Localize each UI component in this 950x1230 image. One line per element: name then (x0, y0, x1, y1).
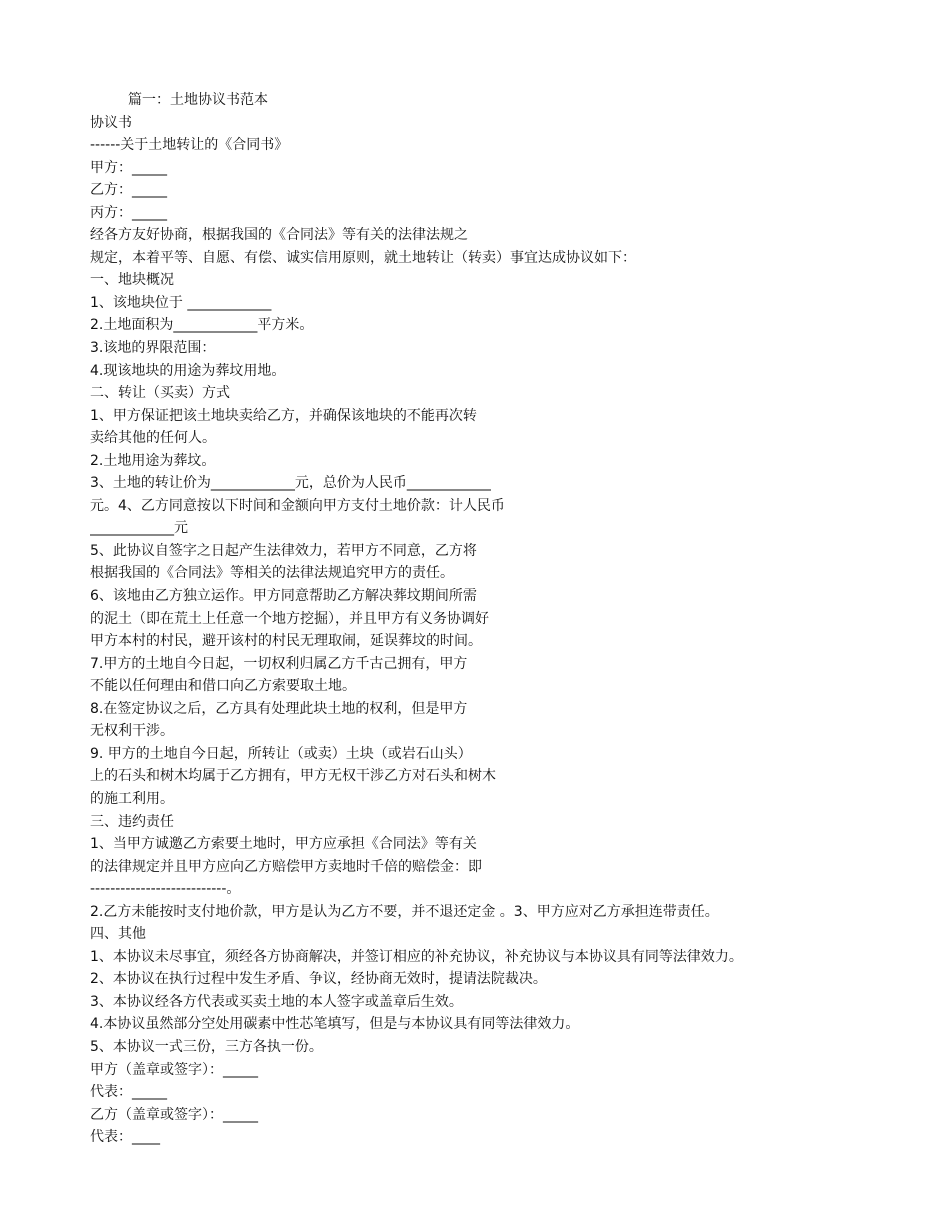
document-line: 乙方：_____ (90, 182, 167, 199)
document-line: 一、地块概况 (90, 272, 174, 289)
document-line: 甲方本村的村民，避开该村的村民无理取闹，延误葬坟的时间。 (90, 633, 482, 650)
document-line: 5、本协议一式三份，三方各执一份。 (90, 1038, 323, 1055)
document-line: 三、违约责任 (90, 813, 174, 830)
document-line: 规定，本着平等、自愿、有偿、诚实信用原则，就土地转让（转卖）事宜达成协议如下： (90, 249, 636, 266)
document-line: 的施工利用。 (90, 790, 174, 807)
document-line: 的泥土（即在荒土上任意一个地方挖掘），并且甲方有义务协调好 (90, 610, 489, 627)
document-line: 4.现该地块的用途为葬坟用地。 (90, 362, 286, 379)
document-line: 2.土地面积为____________平方米。 (90, 317, 314, 334)
document-line: 5、此协议自签字之日起产生法律效力，若甲方不同意，乙方将 (90, 542, 477, 559)
document-line: 4.本协议虽然部分空处用碳素中性芯笔填写，但是与本协议具有同等法律效力。 (90, 1016, 580, 1033)
document-line: 二、转让（买卖）方式 (90, 385, 230, 402)
document-line: 卖给其他的任何人。 (90, 430, 216, 447)
document-line: 3、土地的转让价为____________元，总价为人民币____________ (90, 475, 491, 492)
document-line: 2、本协议在执行过程中发生矛盾、争议，经协商无效时，提请法院裁决。 (90, 971, 547, 988)
document-line: 1、该地块位于 ____________ (90, 294, 272, 311)
document-line: 3、本协议经各方代表或买卖土地的本人签字或盖章后生效。 (90, 993, 463, 1010)
document-line: 6、该地由乙方独立运作。甲方同意帮助乙方解决葬坟期间所需 (90, 588, 477, 605)
document-line: 2.土地用途为葬坟。 (90, 452, 216, 469)
document-line: 经各方友好协商，根据我国的《合同法》等有关的法律法规之 (90, 227, 468, 244)
document-line: 元。4、乙方同意按以下时间和金额向甲方支付土地价款：计人民币 (90, 497, 505, 514)
document-line: ---------------------------。 (90, 881, 241, 898)
document-line: 甲方：_____ (90, 159, 167, 176)
document-line: 8.在签定协议之后，乙方具有处理此块土地的权利，但是甲方 (90, 700, 468, 717)
document-line: 代表：____ (90, 1129, 160, 1146)
document-line: ____________元 (90, 520, 188, 537)
document-line: 1、本协议未尽事宜，须经各方协商解决，并签订相应的补充协议，补充协议与本协议具有同等法律效力。 (90, 948, 743, 965)
document-line: 乙方（盖章或签字）：_____ (90, 1106, 258, 1123)
document-line: 丙方：_____ (90, 204, 167, 221)
document-line: 1、当甲方诚邀乙方索要土地时，甲方应承担《合同法》等有关 (90, 836, 477, 853)
document-line: 协议书 (90, 114, 132, 131)
document-line: 四、其他 (90, 926, 146, 943)
document-body (90, 89, 930, 1149)
document-line: 根据我国的《合同法》等相关的法律法规追究甲方的责任。 (90, 565, 454, 582)
document-line: 甲方（盖章或签字）：_____ (90, 1061, 258, 1078)
document-line: 3.该地的界限范围： (90, 340, 216, 357)
document-line: 上的石头和树木均属于乙方拥有，甲方无权干涉乙方对石头和树木 (90, 768, 496, 785)
document-line: 2.乙方未能按时支付地价款，甲方是认为乙方不要，并不退还定金 。3、甲方应对乙方承担连带责任。 (90, 903, 719, 920)
document-title: 篇一：土地协议书范本 (128, 92, 268, 108)
document-line: ------关于土地转让的《合同书》 (90, 137, 289, 154)
document-line: 7.甲方的土地自今日起，一切权利归属乙方千古己拥有，甲方 (90, 655, 468, 672)
document-line: 无权利干涉。 (90, 723, 174, 740)
document-line: 代表：_____ (90, 1084, 167, 1101)
document-line: 的法律规定并且甲方应向乙方赔偿甲方卖地时千倍的赔偿金：即 (90, 858, 482, 875)
document-line: 不能以任何理由和借口向乙方索要取土地。 (90, 678, 356, 695)
document-line: 9. 甲方的土地自今日起，所转让（或卖）土块（或岩石山头） (90, 745, 472, 762)
document-line: 1、甲方保证把该土地块卖给乙方，并确保该地块的不能再次转 (90, 407, 477, 424)
